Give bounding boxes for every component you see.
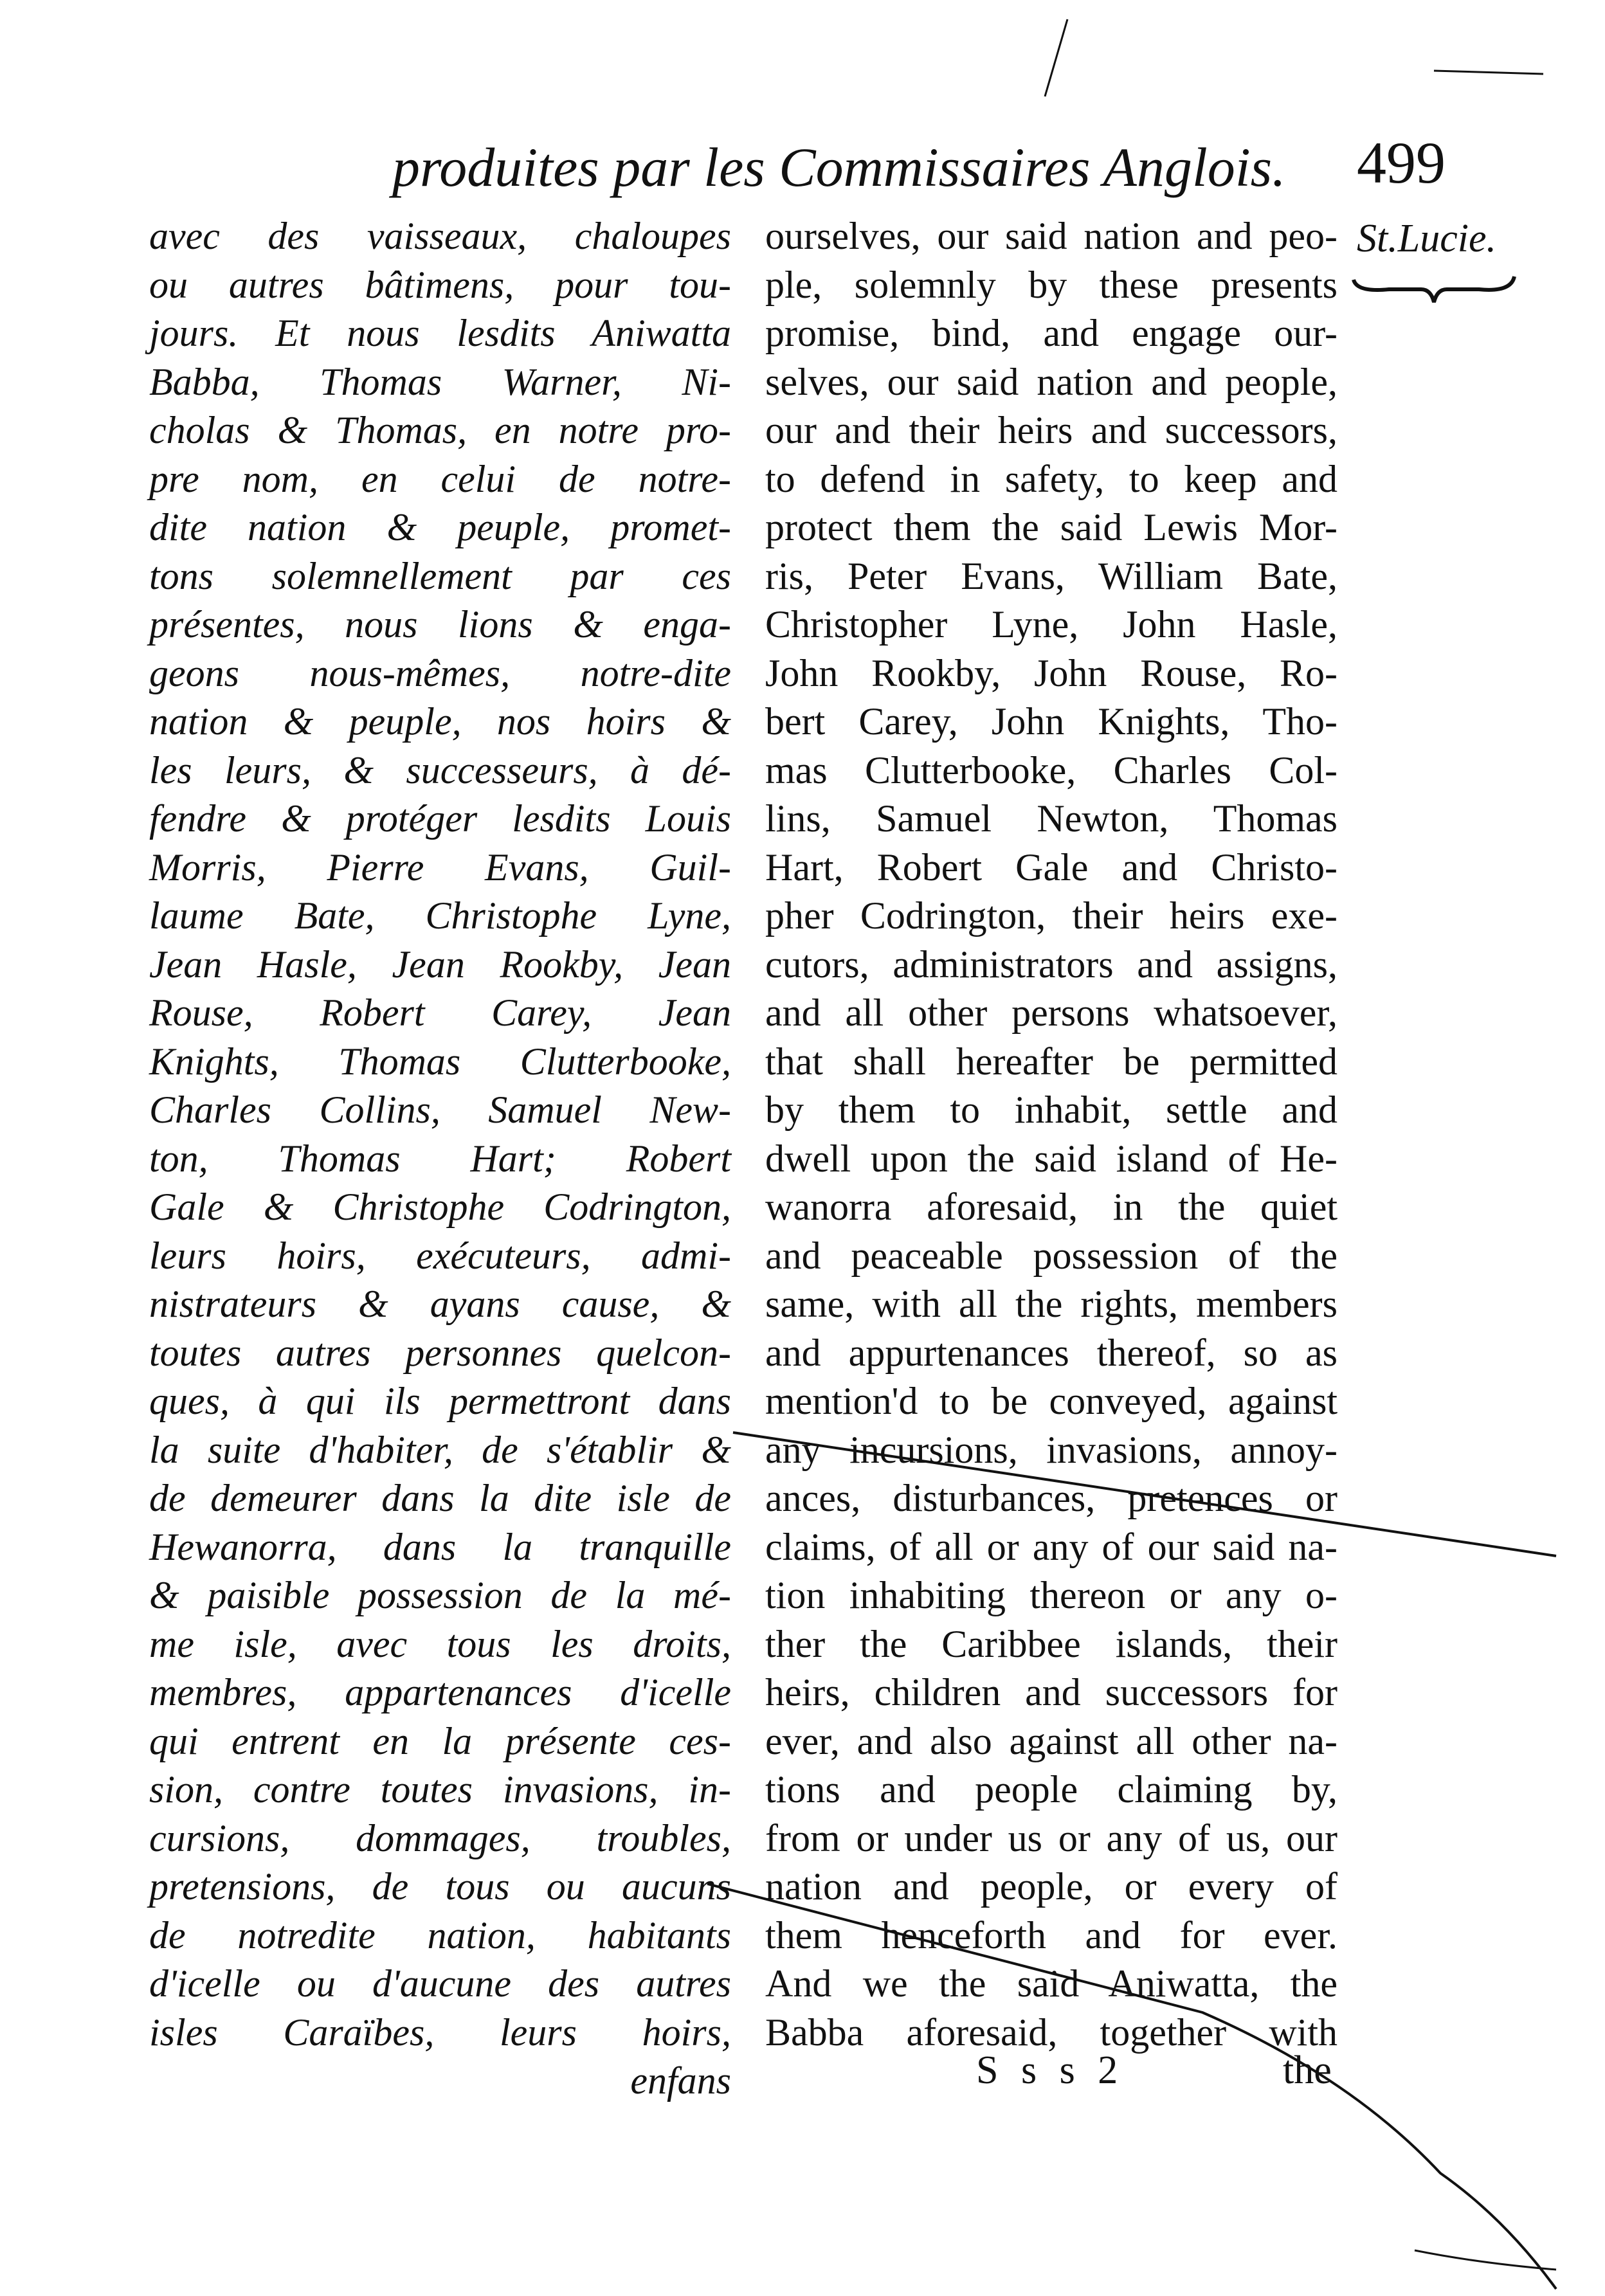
english-text-line: and all other persons whatsoever,	[765, 991, 1338, 1034]
french-text-line: pretensions, de tous ou aucuns	[149, 1865, 731, 1908]
english-text-line: cutors, administrators and assigns,	[765, 943, 1338, 986]
english-text-line: from or under us or any of us, our	[765, 1816, 1338, 1859]
french-text-line: Rouse, Robert Carey, Jean	[149, 991, 731, 1034]
french-text-line: pre nom, en celui de notre-	[149, 457, 731, 500]
french-text-line: avec des vaisseaux, chaloupes	[149, 215, 731, 257]
french-text-line: Morris, Pierre Evans, Guil-	[149, 845, 731, 889]
signature-mark: S s s 2	[976, 2048, 1125, 2092]
french-text-line: dite nation & peuple, promet-	[149, 506, 731, 548]
french-text-line: fendre & protéger lesdits Louis	[149, 797, 731, 840]
french-text-line: membres, appartenances d'icelle	[149, 1671, 731, 1713]
catchword: the	[1283, 2048, 1332, 2092]
french-text-line: nation & peuple, nos hoirs &	[149, 700, 731, 743]
french-text-line: jours. Et nous lesdits Aniwatta	[149, 312, 731, 354]
english-text-line: tion inhabiting thereon or any o-	[765, 1574, 1338, 1616]
english-text-line: our and their heirs and successors,	[765, 409, 1338, 451]
margin-note: St.Lucie.	[1357, 217, 1496, 260]
french-text-line: sion, contre toutes invasions, in-	[149, 1768, 731, 1811]
english-text-column	[765, 212, 1338, 2057]
english-text-line: claims, of all or any of our said na-	[765, 1525, 1338, 1568]
english-text-line: ther the Caribbee islands, their	[765, 1622, 1338, 1665]
english-text-line: Christopher Lyne, John Hasle,	[765, 603, 1338, 646]
french-text-line: Knights, Thomas Clutterbooke,	[149, 1040, 731, 1083]
french-text-line: enfans	[630, 2059, 731, 2102]
english-text-line: John Rookby, John Rouse, Ro-	[765, 651, 1338, 694]
english-text-line: ple, solemnly by these presents	[765, 263, 1338, 306]
english-text-line: tions and people claiming by,	[765, 1768, 1338, 1811]
english-text-line: Hart, Robert Gale and Christo-	[765, 845, 1338, 889]
french-text-line: Hewanorra, dans la tranquille	[149, 1525, 731, 1568]
french-text-line: geons nous-mêmes, notre-dite	[149, 651, 731, 694]
english-text-line: And we the said Aniwatta, the	[765, 1962, 1338, 2005]
english-text-line: wanorra aforesaid, in the quiet	[765, 1186, 1338, 1228]
french-text-line: Jean Hasle, Jean Rookby, Jean	[149, 943, 731, 986]
french-text-line: ton, Thomas Hart; Robert	[149, 1137, 731, 1180]
french-text-line: ques, à qui ils permettront dans	[149, 1380, 731, 1422]
french-text-line: isles Caraïbes, leurs hoirs,	[149, 2011, 731, 2054]
french-text-line: la suite d'habiter, de s'établir &	[149, 1428, 731, 1471]
english-text-line: by them to inhabit, settle and	[765, 1089, 1338, 1131]
english-text-line: mention'd to be conveyed, against	[765, 1380, 1338, 1422]
french-text-line: me isle, avec tous les droits,	[149, 1622, 731, 1665]
english-text-line: pher Codrington, their heirs exe-	[765, 894, 1338, 937]
french-text-line: tons solemnellement par ces	[149, 554, 731, 597]
page-number: 499	[1357, 130, 1446, 195]
english-text-line: them henceforth and for ever.	[765, 1913, 1338, 1957]
english-text-line: lins, Samuel Newton, Thomas	[765, 797, 1338, 840]
french-text-line: leurs hoirs, exécuteurs, admi-	[149, 1234, 731, 1277]
french-text-line: toutes autres personnes quelcon-	[149, 1331, 731, 1374]
english-text-line: Babba aforesaid, together with	[765, 2011, 1338, 2054]
english-text-line: nation and people, or every of	[765, 1865, 1338, 1908]
french-text-line: de demeurer dans la dite isle de	[149, 1477, 731, 1519]
english-text-line: heirs, children and successors for	[765, 1671, 1338, 1713]
english-text-line: bert Carey, John Knights, Tho-	[765, 700, 1338, 743]
french-text-line: les leurs, & successeurs, à dé-	[149, 748, 731, 791]
french-text-line: cholas & Thomas, en notre pro-	[149, 409, 731, 451]
english-text-line: selves, our said nation and people,	[765, 360, 1338, 403]
french-text-line: présentes, nous lions & enga-	[149, 603, 731, 646]
french-text-line: cursions, dommages, troubles,	[149, 1816, 731, 1859]
english-text-line: mas Clutterbooke, Charles Col-	[765, 748, 1338, 791]
english-text-line: ances, disturbances, pretences or	[765, 1477, 1338, 1519]
french-text-line: ou autres bâtimens, pour tou-	[149, 263, 731, 306]
french-text-line: Babba, Thomas Warner, Ni-	[149, 360, 731, 403]
english-text-line: to defend in safety, to keep and	[765, 457, 1338, 500]
english-text-line: ever, and also against all other na-	[765, 1719, 1338, 1762]
english-text-line: that shall hereafter be permitted	[765, 1040, 1338, 1083]
english-text-line: and appurtenances thereof, so as	[765, 1331, 1338, 1374]
english-text-line: dwell upon the said island of He-	[765, 1137, 1338, 1180]
french-text-column	[149, 212, 731, 2106]
running-title: produites par les Commissaires Anglois.	[392, 136, 1286, 198]
english-text-line: promise, bind, and engage our-	[765, 312, 1338, 354]
margin-brace-icon	[1350, 270, 1518, 309]
english-text-line: ourselves, our said nation and peo-	[765, 215, 1338, 257]
english-text-line: ris, Peter Evans, William Bate,	[765, 554, 1338, 597]
english-text-line: same, with all the rights, members	[765, 1283, 1338, 1325]
french-text-line: Gale & Christophe Codrington,	[149, 1186, 731, 1228]
french-text-line: d'icelle ou d'aucune des autres	[149, 1962, 731, 2005]
french-text-line: Charles Collins, Samuel New-	[149, 1089, 731, 1131]
french-text-line: nistrateurs & ayans cause, &	[149, 1283, 731, 1325]
french-text-line: & paisible possession de la mé-	[149, 1574, 731, 1616]
english-text-line: any incursions, invasions, annoy-	[765, 1428, 1338, 1471]
english-text-line: and peaceable possession of the	[765, 1234, 1338, 1277]
english-text-line: protect them the said Lewis Mor-	[765, 506, 1338, 548]
french-text-line: qui entrent en la présente ces-	[149, 1719, 731, 1762]
french-text-line: laume Bate, Christophe Lyne,	[149, 894, 731, 937]
french-text-line: de notredite nation, habitants	[149, 1913, 731, 1957]
